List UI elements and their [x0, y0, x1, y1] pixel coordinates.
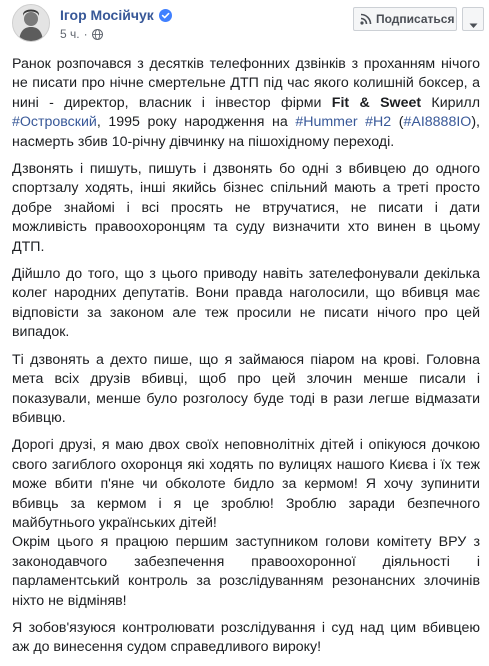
meta-separator: · [83, 27, 88, 41]
globe-icon[interactable] [92, 29, 103, 40]
author-name[interactable]: Ігор Мосійчук [60, 7, 154, 23]
hashtag-link[interactable]: #Hummer [295, 114, 358, 131]
text-run: Кирилл [421, 94, 480, 111]
text-run: ( [391, 114, 404, 131]
hashtag-link[interactable]: #Островский [12, 114, 97, 131]
avatar-photo-icon [13, 5, 49, 41]
hashtag-link[interactable]: #AI8888IO [403, 114, 472, 131]
post-timestamp[interactable]: 5 ч. [60, 27, 80, 41]
post-paragraph-7: Я зобов'язуюся контролювати розслідування і суд над цим вбивцею аж до винесення судом справедливого вироку! [12, 619, 480, 656]
verified-badge-icon [159, 9, 172, 22]
text-run: , 1995 року народження на [96, 114, 296, 131]
post-paragraph-5: Дорогі друзі, я маю двох своїх неповнолітніх дітей і опікуюся дочкою свого загиблого охоронця які ходять по вулицях нашого Києва і їх теж може вбити п'яне чи обколоте бидло за кермом! Я хочу зупинити вбивць за кермом і я це зроблю! Зроблю заради безпечного майбутнього українських дітей! [12, 437, 480, 531]
post-paragraph-1 [12, 55, 480, 152]
text-run: ), насмерть збив 10-річну дівчинку на пішохідному переході. [12, 114, 480, 150]
post-meta [60, 27, 103, 41]
post-body [12, 55, 480, 666]
more-options-button[interactable] [462, 7, 484, 31]
post-paragraph-2: Дзвонять і пишуть, пишуть і дзвонять бо одні з вбивцею до одного спортзалу ходять, інші якийсь бізнес спільний мають а треті просто добре знайомі і всі просять не втручатися, не писати і дати можливість правоохоронцям та суду визначити хто винен в цьому ДТП. [12, 161, 480, 255]
author-avatar[interactable] [12, 4, 50, 42]
post-header [0, 0, 489, 52]
chevron-down-icon [469, 16, 478, 22]
rss-icon [360, 13, 372, 25]
post-paragraph-3: Дійшло до того, що з цього приводу навіть зателефонували декілька колег народних депутатів. Вони правда наголосили, що вбивця має відповісти за законом але теж просили не писати нічого про цей випадок. [12, 266, 480, 341]
post-paragraph-6: Окрім цього я працюю першим заступником голови комітету ВРУ з законодавчого забезпечення правоохоронної діяльності і парламентський контроль за розслідуванням резонансних злочинів ніхто не відміняв! [12, 534, 480, 609]
brand-name: Fit & Sweet [331, 94, 422, 111]
subscribe-label: Подписаться [376, 12, 455, 26]
author-row [60, 6, 172, 24]
post-paragraph-4: Ті дзвонять а дехто пише, що я займаюся піаром на крові. Головна мета всіх друзів вбивці, щоб про цей злочин менше писали і показували, менше було розголосу буде тоді в рази легше відмазати вбивцю. [12, 351, 480, 426]
text-run: Ранок розпочався з десятків телефонних дзвінків з проханням нічого не писати про нічне смертельне ДТП під час якого колишній боксер, а нині - директор, власник і інвестор фірми [12, 56, 480, 111]
hashtag-link[interactable]: #H2 [365, 114, 392, 131]
subscribe-button[interactable] [353, 7, 457, 31]
